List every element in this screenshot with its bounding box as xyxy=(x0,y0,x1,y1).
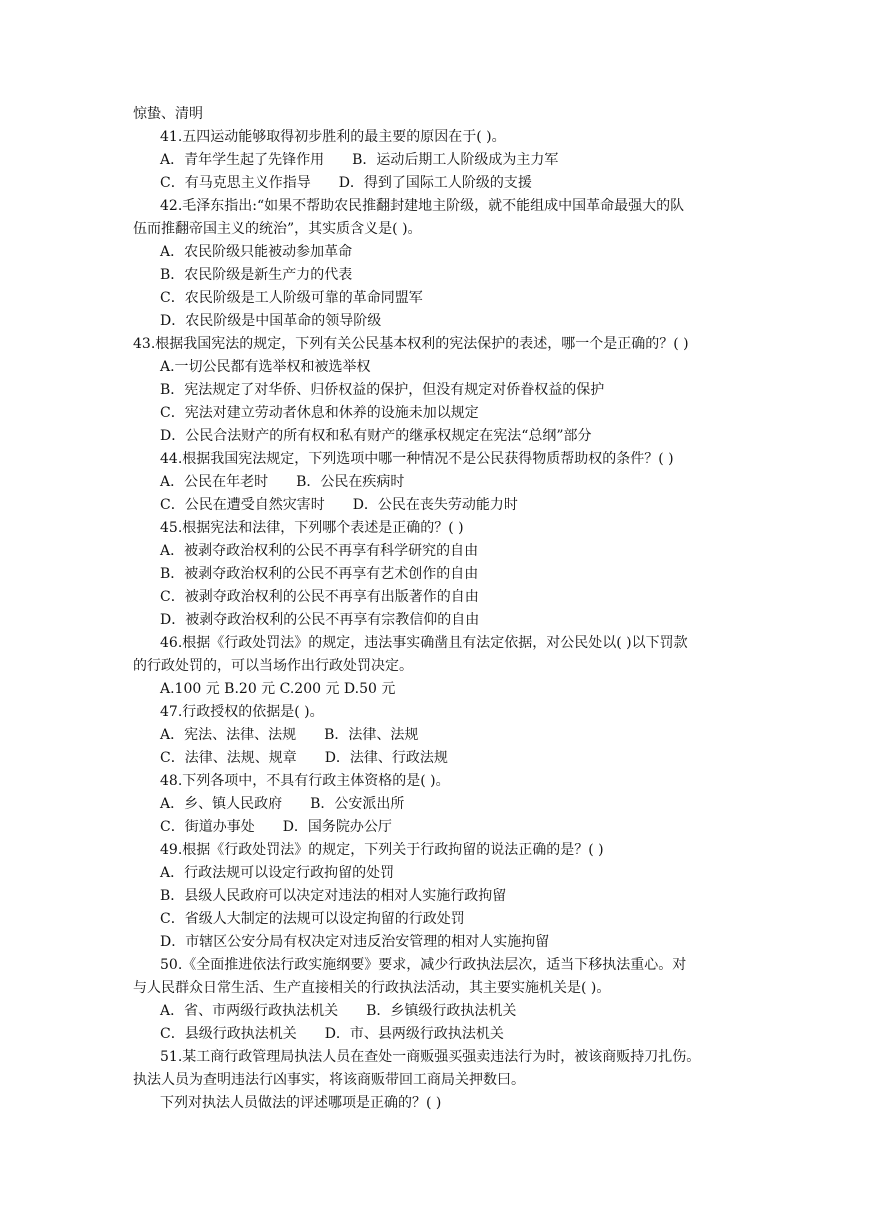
question-45: 45.根据宪法和法律，下列哪个表述是正确的？( ) xyxy=(160,520,464,536)
option-line: C．街道办事处 D．国务院办公厅 xyxy=(160,819,392,835)
option-line: A．青年学生起了先锋作用 B．运动后期工人阶级成为主力军 xyxy=(160,152,559,168)
option-line: B．被剥夺政治权利的公民不再享有艺术创作的自由 xyxy=(160,566,479,582)
question-41: 41.五四运动能够取得初步胜利的最主要的原因在于( )。 xyxy=(160,129,506,145)
text-line: 下列对执法人员做法的评述哪项是正确的？( ) xyxy=(160,1095,442,1111)
option-line: C．有马克思主义作指导 D．得到了国际工人阶级的支援 xyxy=(160,175,532,191)
option-line: A.一切公民都有选举权和被选举权 xyxy=(160,359,371,375)
question-44: 44.根据我国宪法规定，下列选项中哪一种情况不是公民获得物质帮助权的条件？( ) xyxy=(160,451,674,467)
option-line: D．被剥夺政治权利的公民不再享有宗教信仰的自由 xyxy=(160,612,480,628)
question-47: 47.行政授权的依据是( )。 xyxy=(160,704,324,720)
option-line: B．农民阶级是新生产力的代表 xyxy=(160,267,353,283)
question-43: 43.根据我国宪法的规定，下列有关公民基本权利的宪法保护的表述，哪一个是正确的？( ) xyxy=(133,336,689,352)
text-line: 与人民群众日常生活、生产直接相关的行政执法活动，其主要实施机关是( )。 xyxy=(133,980,611,996)
option-line: D．农民阶级是中国革命的领导阶级 xyxy=(160,313,382,329)
option-line: D．公民合法财产的所有权和私有财产的继承权规定在宪法“总纲”部分 xyxy=(160,428,592,444)
text-line: 伍而推翻帝国主义的统治”，其实质含义是( )。 xyxy=(133,221,422,237)
option-line: A．被剥夺政治权利的公民不再享有科学研究的自由 xyxy=(160,543,479,559)
option-line: C．被剥夺政治权利的公民不再享有出版著作的自由 xyxy=(160,589,479,605)
text-line: 惊蛰、清明 xyxy=(133,106,203,122)
option-line: C．省级人大制定的法规可以设定拘留的行政处罚 xyxy=(160,911,465,927)
question-46: 46.根据《行政处罚法》的规定，违法事实确凿且有法定依据，对公民处以( )以下罚款 xyxy=(160,635,688,651)
option-line: C．县级行政执法机关 D．市、县两级行政执法机关 xyxy=(160,1026,504,1042)
option-line: A．乡、镇人民政府 B．公安派出所 xyxy=(160,796,405,812)
question-49: 49.根据《行政处罚法》的规定，下列关于行政拘留的说法正确的是？( ) xyxy=(160,842,604,858)
option-line: A．农民阶级只能被动参加革命 xyxy=(160,244,353,260)
question-48: 48.下列各项中，不具有行政主体资格的是( )。 xyxy=(160,773,450,789)
option-line: D．市辖区公安分局有权决定对违反治安管理的相对人实施拘留 xyxy=(160,934,550,950)
text-line: 执法人员为查明违法行凶事实，将该商贩带回工商局关押数曰。 xyxy=(133,1072,525,1088)
option-line: C．公民在遭受自然灾害时 D．公民在丧失劳动能力时 xyxy=(160,497,518,513)
option-line: C．宪法对建立劳动者休息和休养的设施未加以规定 xyxy=(160,405,479,421)
option-line: A．公民在年老时 B．公民在疾病时 xyxy=(160,474,405,490)
question-42: 42.毛泽东指出:“如果不帮助农民推翻封建地主阶级，就不能组成中国革命最强大的队 xyxy=(160,198,685,214)
option-line: C．农民阶级是工人阶级可靠的革命同盟军 xyxy=(160,290,423,306)
question-50: 50.《全面推进依法行政实施纲要》要求，减少行政执法层次，适当下移执法重心。对 xyxy=(160,957,687,973)
option-line: A.100 元 B.20 元 C.200 元 D.50 元 xyxy=(160,681,396,697)
option-line: A．宪法、法律、法规 B．法律、法规 xyxy=(160,727,419,743)
option-line: C．法律、法规、规章 D．法律、行政法规 xyxy=(160,750,448,766)
option-line: A．省、市两级行政执法机关 B．乡镇级行政执法机关 xyxy=(160,1003,517,1019)
question-51: 51.某工商行政管理局执法人员在查处一商贩强买强卖违法行为时，被该商贩持刀扎伤。 xyxy=(160,1049,701,1065)
option-line: A．行政法规可以设定行政拘留的处罚 xyxy=(160,865,395,881)
text-line: 的行政处罚的，可以当场作出行政处罚决定。 xyxy=(133,658,413,674)
option-line: B．宪法规定了对华侨、归侨权益的保护，但没有规定对侨眷权益的保护 xyxy=(160,382,605,398)
option-line: B．县级人民政府可以决定对违法的相对人实施行政拘留 xyxy=(160,888,507,904)
